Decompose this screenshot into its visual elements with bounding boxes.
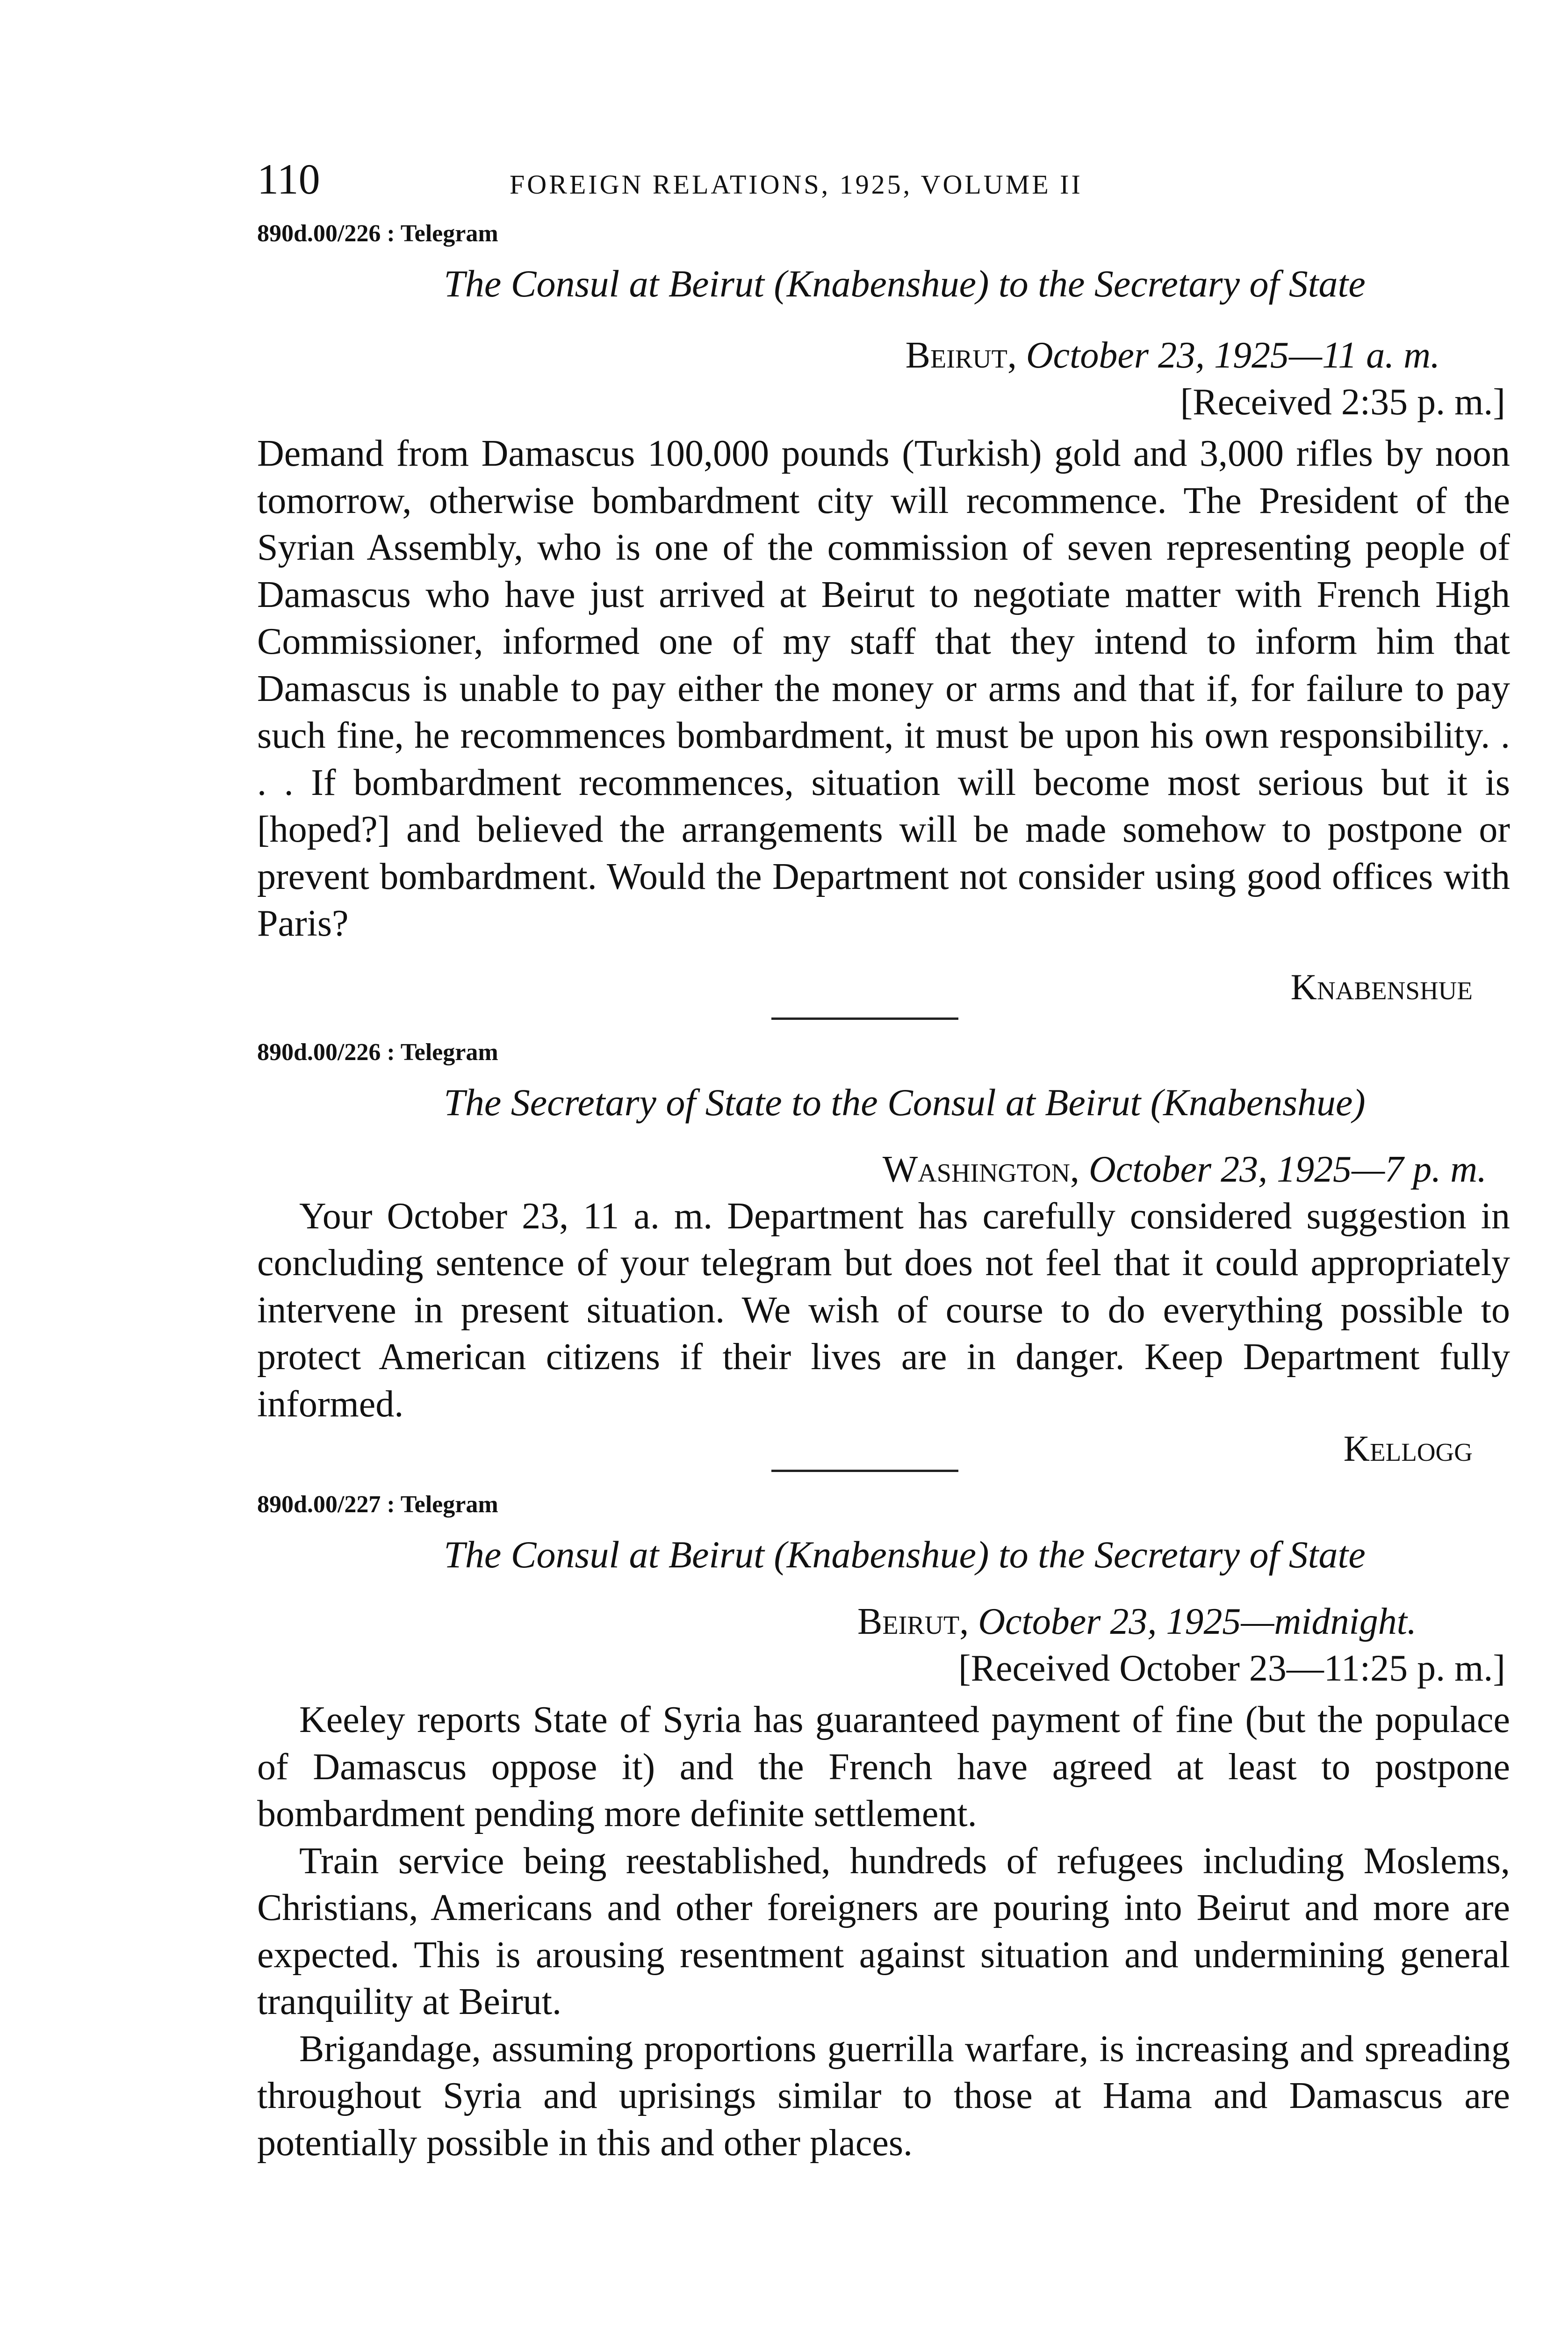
body-paragraph: Brigandage, assuming proportions guerrilla warfare, is increasing and spreading throughout Syria and uprisings similar to those at Hama and Damascus are potentially possible in this and other places. <box>257 2028 1510 2164</box>
document-title: The Consul at Beirut (Knabenshue) to the Secretary of State <box>444 1533 1366 1576</box>
page-header <box>257 154 1510 210</box>
dateline-date: October 23, 1925—7 p. m. <box>1088 1148 1487 1190</box>
telegram-2 <box>257 1039 1510 1470</box>
running-head: FOREIGN RELATIONS, 1925, VOLUME II <box>510 169 1083 200</box>
signature: Kellogg <box>1343 1428 1473 1469</box>
file-reference: 890d.00/227 : Telegram <box>257 1491 498 1518</box>
body-paragraph: Demand from Damascus 100,000 pounds (Turkish) gold and 3,000 rifles by noon tomorrow, otherwise bombardment city will recommence. The President of the Syrian Assembly, who is one of the commission of seven representing people of Damascus who have just arrived at Beirut to negotiate matter with French High Commissioner, informed one of my staff that they intend to inform him that Damascus is unable to pay either the money or arms and that if, for failure to pay such fine, he recommences bombardment, it must be upon his own responsibility. . . . If bombardment recommences, situation will become most serious but it is [hoped?] and believed the arrangements will be made somehow to postpone or prevent bombardment. Would the Department not consider using good offices with Paris? <box>257 433 1510 944</box>
received-note: [Received 2:35 p. m.] <box>1180 382 1505 423</box>
file-reference: 890d.00/226 : Telegram <box>257 220 498 247</box>
body-paragraph: Keeley reports State of Syria has guaranteed payment of fine (but the populace of Damascus oppose it) and the French have agreed at least to postpone bombardment pending more definite settlement. <box>257 1699 1510 1834</box>
dateline-date: October 23, 1925—11 a. m. <box>1026 335 1440 376</box>
body-paragraph: Your October 23, 11 a. m. Department has carefully considered suggestion in concluding sentence of your telegram but does not feel that it could appropriately intervene in present situation. We wish of course to do everything possible to protect American citizens if their lives are in danger. Keep Department fully informed. <box>257 1195 1510 1425</box>
telegram-3 <box>257 1491 1510 2166</box>
body-paragraph: Train service being reestablished, hundreds of refugees including Moslems, Christians, Americans and other foreigners are pouring into Beirut and more are expected. This is arousing resentment against situation and undermining general tranquility at Beirut. <box>257 1840 1510 2022</box>
separator-rule <box>771 1017 958 1020</box>
file-reference: 890d.00/226 : Telegram <box>257 1039 498 1066</box>
dateline <box>257 1598 1510 1645</box>
dateline-place: Washington, <box>882 1148 1079 1190</box>
document-page <box>257 154 1510 2166</box>
page-number: 110 <box>257 155 320 203</box>
received-note: [Received October 23—11:25 p. m.] <box>958 1648 1505 1689</box>
document-title: The Consul at Beirut (Knabenshue) to the Secretary of State <box>444 262 1366 305</box>
dateline <box>257 1146 1510 1193</box>
dateline-place: Beirut, <box>905 335 1017 376</box>
document-title: The Secretary of State to the Consul at Beirut (Knabenshue) <box>444 1081 1366 1124</box>
dateline-place: Beirut, <box>857 1601 969 1642</box>
signature: Knabenshue <box>1290 966 1473 1007</box>
dateline-date: October 23, 1925—midnight. <box>978 1601 1417 1642</box>
dateline <box>257 332 1510 379</box>
telegram-1 <box>257 220 1510 1013</box>
separator-rule <box>771 1470 958 1472</box>
